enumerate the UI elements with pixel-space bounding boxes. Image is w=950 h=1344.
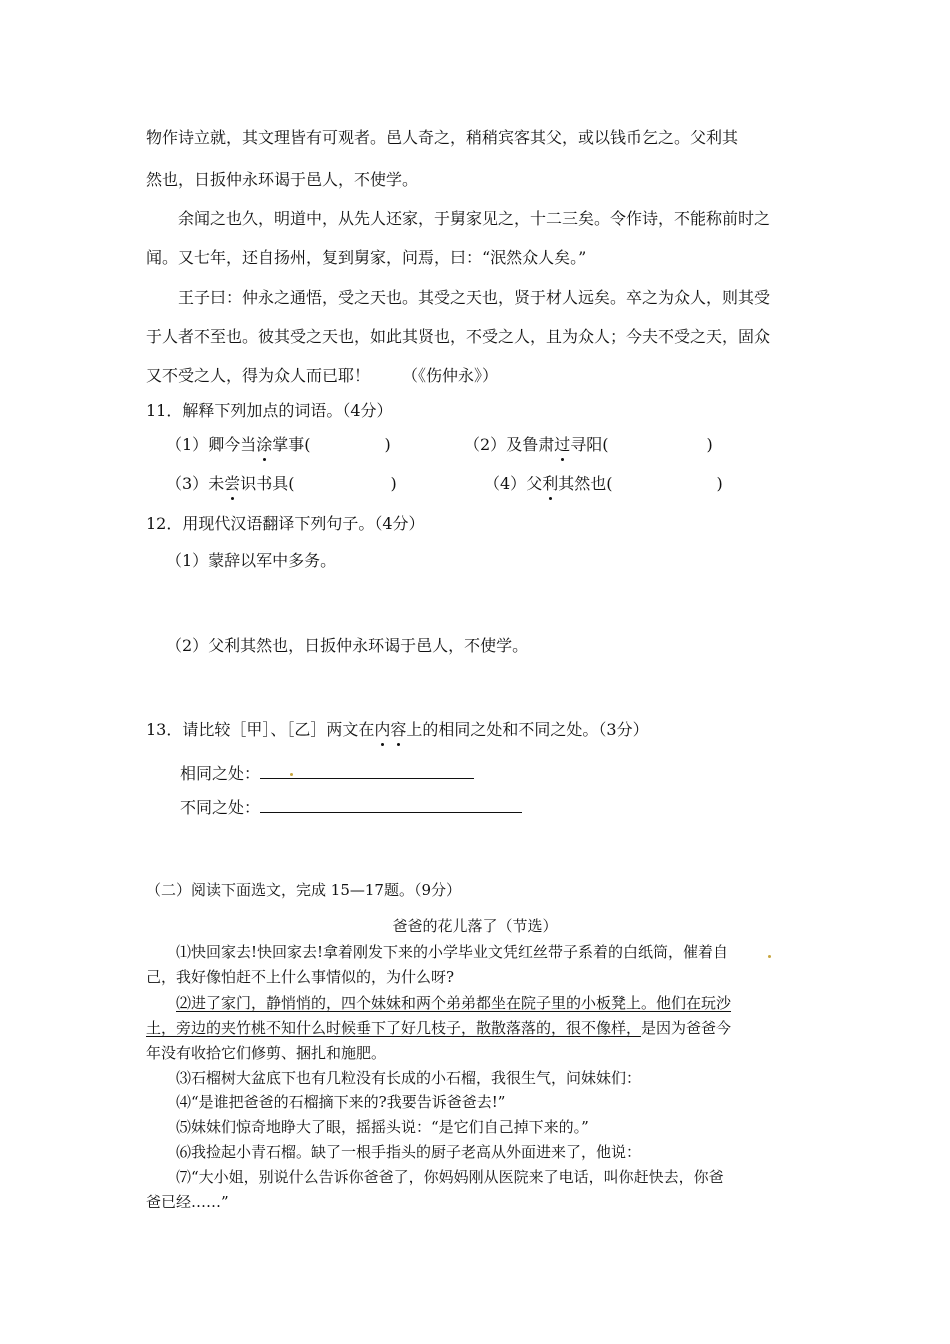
q11-item-2: （2）及鲁肃过寻阳( ) bbox=[464, 435, 713, 454]
article-paragraph: ⑴快回家去!快回家去!拿着刚发下来的小学毕业文凭红丝带子系着的白纸筒，催着自 bbox=[176, 943, 729, 961]
question-12-title: 12．用现代汉语翻译下列句子。（4分） bbox=[146, 514, 425, 533]
article-title: 爸爸的花儿落了（节选） bbox=[392, 917, 558, 935]
passage-text: 又不受之人，得为众人而已耶！ bbox=[146, 366, 371, 385]
passage-line: 王子曰：仲永之通悟，受之天也。其受之天也，贤于材人远矣。卒之为众人，则其受 bbox=[178, 288, 771, 307]
underlined-sentence: 土，旁边的夹竹桃不知什么时候垂下了好几枝子，散散落落的，很不像样， bbox=[146, 1019, 642, 1037]
diff-answer-blank[interactable] bbox=[260, 796, 522, 813]
passage-line bbox=[146, 366, 498, 386]
same-answer-blank[interactable] bbox=[260, 762, 474, 779]
q11-item-4: （4）父利其然也( ) bbox=[484, 474, 723, 493]
dotted-word: 利 bbox=[542, 474, 559, 493]
same-label: 相同之处： bbox=[180, 764, 261, 783]
article-paragraph: 土，旁边的夹竹桃不知什么时候垂下了好几枝子，散散落落的，很不像样，是因为爸爸今 bbox=[146, 1019, 732, 1037]
q11-item-1: （1）卿今当涂掌事( ) bbox=[166, 435, 391, 454]
q12-item-2: （2）父利其然也，日扳仲永环谒于邑人，不使学。 bbox=[166, 636, 529, 655]
q11-item-3: （3）未尝识书具( ) bbox=[166, 474, 397, 493]
passage-line: 然也，日扳仲永环谒于邑人，不使学。 bbox=[146, 170, 419, 189]
ink-spot bbox=[290, 773, 293, 776]
dotted-word: 涂 bbox=[256, 435, 273, 454]
question-11-title: 11．解释下列加点的词语。（4分） bbox=[146, 401, 393, 420]
passage-line: 物作诗立就，其文理皆有可观者。邑人奇之，稍稍宾客其父，或以钱币乞之。父利其 bbox=[146, 128, 739, 147]
article-paragraph: ⑹我捡起小青石榴。缺了一根手指头的厨子老高从外面进来了，他说： bbox=[176, 1143, 642, 1161]
article-paragraph: 年没有收拾它们修剪、捆扎和施肥。 bbox=[146, 1044, 387, 1062]
passage-line: 闻。又七年，还自扬州，复到舅家，问焉，曰：“泯然众人矣。” bbox=[146, 248, 587, 267]
section-2-heading: （二）阅读下面选文，完成 15—17题。（9分） bbox=[146, 881, 461, 899]
dotted-word: 过 bbox=[554, 435, 571, 454]
dotted-word: 容 bbox=[390, 720, 407, 739]
article-paragraph: ⑺“大小姐，别说什么告诉你爸爸了，你妈妈刚从医院来了电话，叫你赶快去，你爸 bbox=[176, 1168, 724, 1186]
article-paragraph: ⑷“是谁把爸爸的石榴摘下来的?我要告诉爸爸去!” bbox=[176, 1093, 506, 1111]
article-paragraph: 己，我好像怕赶不上什么事情似的，为什么呀? bbox=[146, 968, 455, 986]
dotted-word: 尝 bbox=[224, 474, 241, 493]
ink-spot bbox=[768, 955, 771, 958]
passage-line: 于人者不至也。彼其受之天也，如此其贤也，不受之人，且为众人；今夫不受之天，固众 bbox=[146, 327, 771, 346]
article-paragraph: 爸已经……” bbox=[146, 1193, 229, 1211]
q12-item-1: （1）蒙辞以军中多务。 bbox=[166, 551, 337, 570]
article-paragraph: ⑶石榴树大盆底下也有几粒没有长成的小石榴，我很生气，问妹妹们： bbox=[176, 1069, 642, 1087]
dotted-word: 内 bbox=[374, 720, 391, 739]
passage-line: 余闻之也久，明道中，从先人还家，于舅家见之，十二三矣。令作诗，不能称前时之 bbox=[178, 209, 771, 228]
source-citation: （《伤仲永》） bbox=[402, 366, 499, 385]
question-13-title: 13．请比较［甲］、［乙］两文在内容上的相同之处和不同之处。（3分） bbox=[146, 720, 649, 739]
article-paragraph: ⑸妹妹们惊奇地睁大了眼，摇摇头说：“是它们自己掉下来的。” bbox=[176, 1118, 589, 1136]
same-answer-row bbox=[180, 762, 474, 784]
diff-answer-row bbox=[180, 796, 522, 818]
underlined-sentence: ⑵进了家门，静悄悄的，四个妹妹和两个弟弟都坐在院子里的小板凳上。他们在玩沙 bbox=[176, 994, 732, 1012]
diff-label: 不同之处： bbox=[180, 798, 261, 817]
